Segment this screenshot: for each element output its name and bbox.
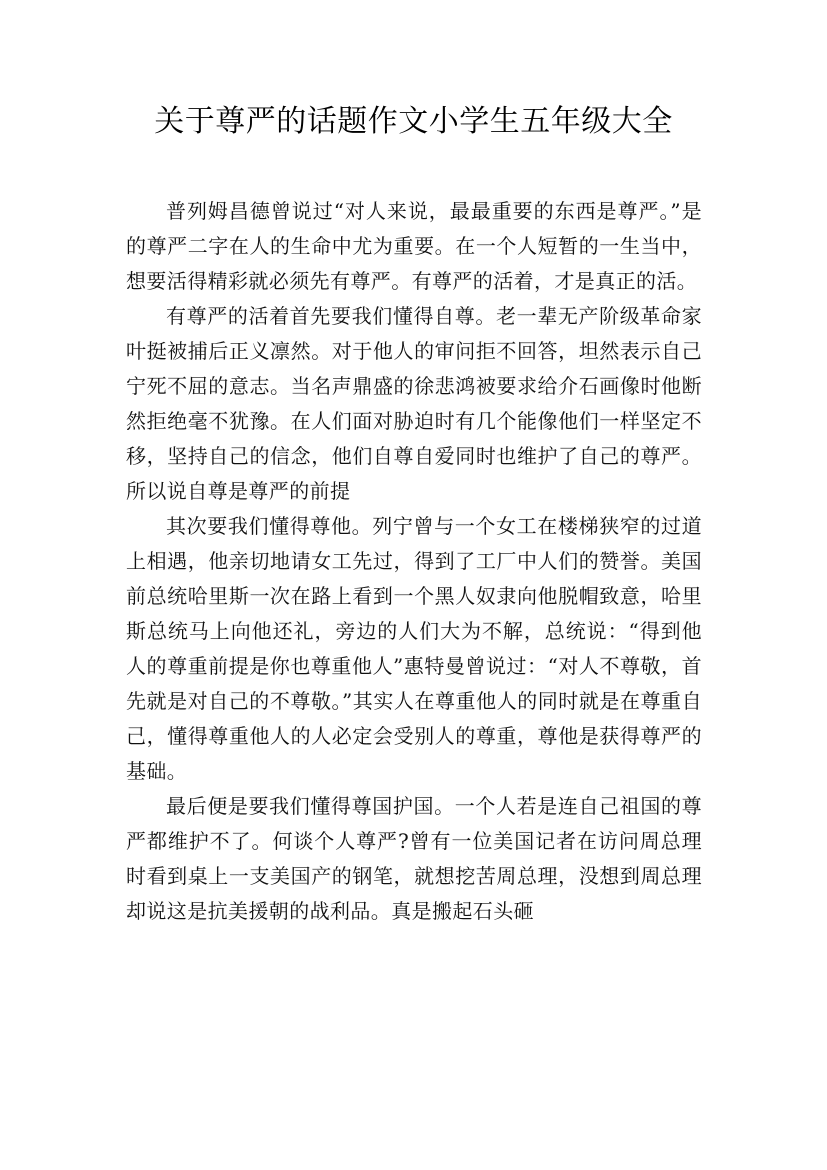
paragraph-2: 有尊严的活着首先要我们懂得自尊。老一辈无产阶级革命家叶挺被捕后正义凛然。对于他人的审问拒不回答，坦然表示自己宁死不屈的意志。当名声鼎盛的徐悲鸿被要求给介石画像时他断然拒绝毫不犹豫。在人们面对胁迫时有几个能像他们一样坚定不移，坚持自己的信念，他们自尊自爱同时也维护了自己的尊严。所以说自尊是尊严的前提: [126, 304, 702, 503]
paragraph-1: 普列姆昌德曾说过“对人来说，最最重要的东西是尊严。”是的尊严二字在人的生命中尤为重要。在一个人短暂的一生当中，想要活得精彩就必须先有尊严。有尊严的活着，才是真正的活。: [126, 199, 702, 293]
paragraph-3: 其次要我们懂得尊他。列宁曾与一个女工在楼梯狭窄的过道上相遇，他亲切地请女工先过，得到了工厂中人们的赞誉。美国前总统哈里斯一次在路上看到一个黑人奴隶向他脱帽致意，哈里斯总统马上向他还礼，旁边的人们大为不解，总统说：“得到他人的尊重前提是你也尊重他人”惠特曼曾说过：“对人不尊敬，首先就是对自己的不尊敬。”其实人在尊重他人的同时就是在尊重自己，懂得尊重他人的人必定会受别人的尊重，尊他是获得尊严的基础。: [126, 514, 702, 783]
document-body: [126, 194, 702, 929]
paragraph-4: 最后便是要我们懂得尊国护国。一个人若是连自己祖国的尊严都维护不了。何谈个人尊严?曾有一位美国记者在访问周总理时看到桌上一支美国产的钢笔，就想挖苦周总理，没想到周总理却说这是抗美援朝的战利品。真是搬起石头砸: [126, 794, 702, 923]
document-title: 关于尊严的话题作文小学生五年级大全: [154, 104, 673, 139]
